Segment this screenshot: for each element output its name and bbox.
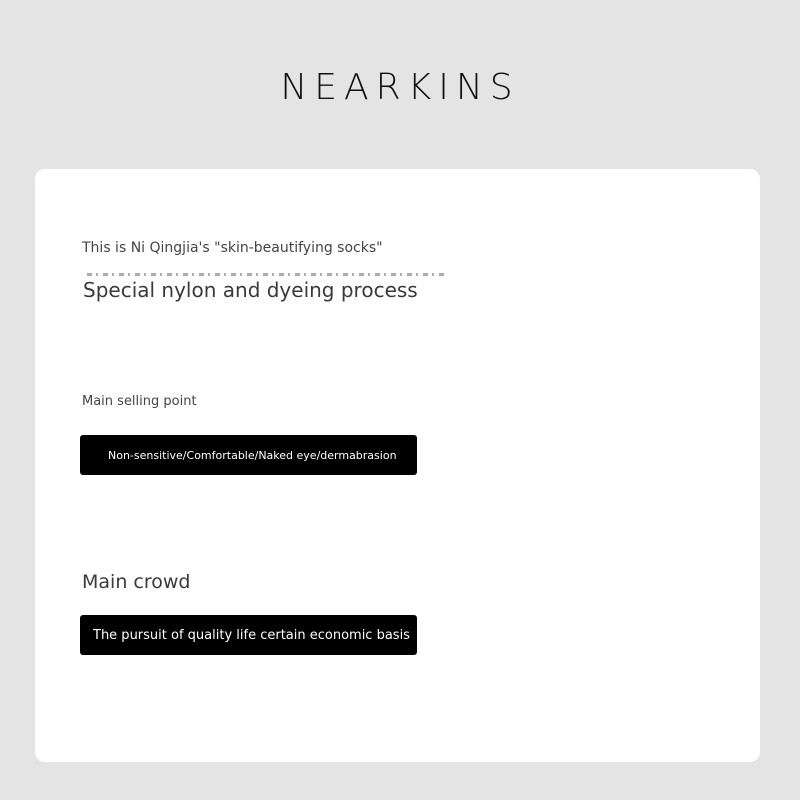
intro-text: This is Ni Qingjia's "skin-beautifying socks" <box>82 240 383 256</box>
process-heading: Special nylon and dyeing process <box>83 278 418 302</box>
brand-logo: NEARKINS <box>280 67 520 108</box>
crowd-value: The pursuit of quality life certain economic basis <box>93 627 410 643</box>
faded-text-line <box>87 273 447 276</box>
selling-point-title: Main selling point <box>82 394 197 409</box>
crowd-title: Main crowd <box>82 571 191 593</box>
selling-point-value: Non-sensitive/Comfortable/Naked eye/dermabrasion <box>108 448 397 462</box>
selling-point-badge <box>80 435 417 475</box>
product-info-card <box>35 169 760 762</box>
crowd-badge <box>80 615 417 655</box>
